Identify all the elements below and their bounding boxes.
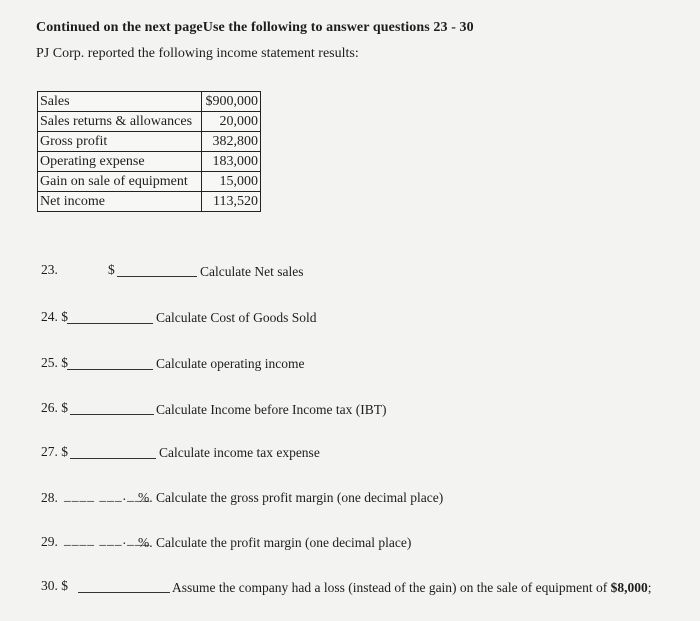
question-30-amount: $8,000 [610,580,648,595]
income-row-label: Net income [38,192,202,212]
income-row-value: 15,000 [202,172,261,192]
question-29-answer-line[interactable]: ____ ___.___ [64,532,151,547]
income-row [38,92,261,112]
income-statement-table [37,91,261,212]
income-row-label: Sales returns & allowances [38,112,202,132]
income-row-label: Sales [38,92,202,112]
question-30-answer-line[interactable] [78,580,170,593]
income-row-label: Operating expense [38,152,202,172]
income-row-value: 113,520 [202,192,261,212]
question-30-text [172,580,652,596]
income-row [38,172,261,192]
income-row [38,132,261,152]
question-30-text-before: Assume the company had a loss (instead of the gain) on the sale of equipment of [172,580,611,595]
question-26-answer-line[interactable] [70,402,154,415]
question-28-text: %. Calculate the gross profit margin (one decimal place) [138,490,444,505]
question-28-number: 28. [41,490,58,505]
question-25-text: Calculate operating income [156,356,305,371]
intro-text: PJ Corp. reported the following income statement results: [36,46,359,61]
question-27-number: 27. $ [41,444,68,459]
question-26-text: Calculate Income before Income tax (IBT) [156,402,387,417]
question-26-number: 26. $ [41,400,68,415]
question-29-text: %. Calculate the profit margin (one decimal place) [138,535,412,550]
income-row-label: Gross profit [38,132,202,152]
income-row-value: 20,000 [202,112,261,132]
question-24-number: 24. $ [41,309,68,324]
question-30-text-after: ; [647,580,652,595]
question-23-number: 23. [41,262,58,277]
question-23-dollar: $ [108,262,115,277]
question-23-answer-line[interactable] [117,264,197,277]
question-23-text: Calculate Net sales [200,264,304,279]
question-29-number: 29. [41,534,58,549]
question-27-text: Calculate income tax expense [159,445,320,460]
income-row-value: 183,000 [202,152,261,172]
question-25-answer-line[interactable] [67,357,153,370]
question-30-number: 30. $ [41,578,68,593]
income-row [38,152,261,172]
question-28-answer-line[interactable]: ____ ___.___ [64,488,151,503]
income-row-value: $900,000 [202,92,261,112]
income-row [38,112,261,132]
question-27-answer-line[interactable] [70,446,156,459]
question-24-text: Calculate Cost of Goods Sold [156,310,317,325]
question-25-number: 25. $ [41,355,68,370]
question-24-answer-line[interactable] [67,311,153,324]
income-row-label: Gain on sale of equipment [38,172,202,192]
income-row [38,192,261,212]
income-row-value: 382,800 [202,132,261,152]
page-header: Continued on the next pageUse the following to answer questions 23 - 30 [36,20,474,35]
